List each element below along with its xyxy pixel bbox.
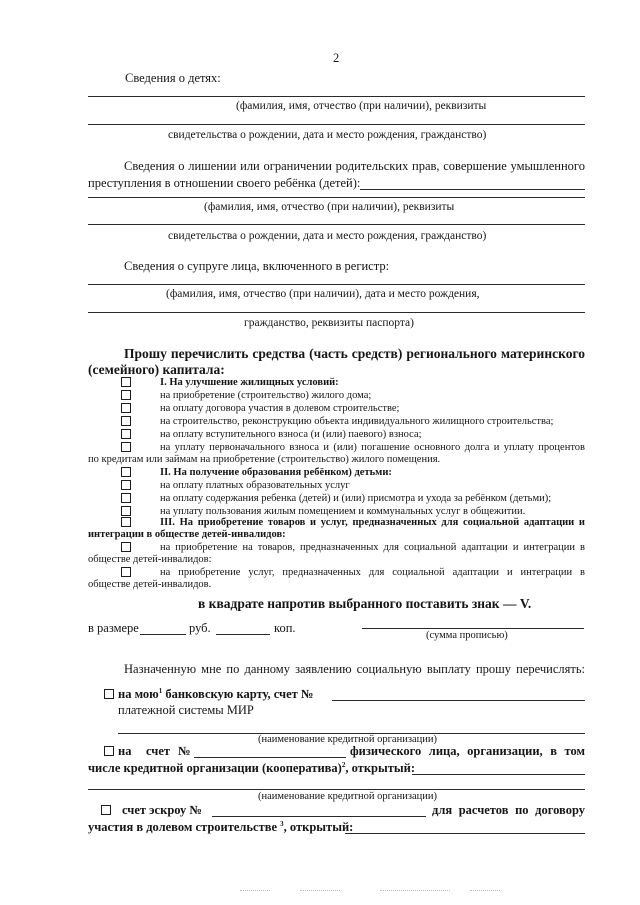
- checkbox-house-purchase[interactable]: [121, 390, 131, 400]
- checkbox-individual-construction[interactable]: [121, 416, 131, 426]
- option-childcare: на оплату содержания ребенка (детей) и (или) присмотра и ухода за ребёнком (детьми);: [160, 493, 552, 504]
- account-caption: (наименование кредитной организации): [258, 791, 437, 802]
- option-services-2: обществе детей-инвалидов.: [88, 579, 212, 590]
- escrow-account-field[interactable]: [212, 816, 426, 817]
- amount-rub-label: руб.: [189, 621, 211, 635]
- bank-card-caption: (наименование кредитной организации): [258, 734, 437, 745]
- option-services-1: на приобретение услуг, предназначенных для социальной адаптации и интеграции в: [160, 567, 585, 578]
- option-paid-education: на оплату платных образовательных услуг: [160, 480, 350, 491]
- account-word-na: на: [118, 744, 132, 758]
- checkbox-loan-repayment[interactable]: [121, 442, 131, 452]
- spouse-input-line[interactable]: [88, 284, 585, 285]
- amount-kop-label: коп.: [274, 621, 296, 635]
- amount-rub-field[interactable]: [140, 634, 186, 635]
- spouse-label: Сведения о супруге лица, включенного в регистр:: [124, 259, 390, 273]
- instruction: в квадрате напротив выбранного поставить знак — V.: [198, 596, 532, 611]
- spouse-caption-2: гражданство, реквизиты паспорта): [244, 317, 414, 329]
- amount-words-field[interactable]: [362, 628, 584, 629]
- checkbox-services[interactable]: [121, 567, 131, 577]
- checkbox-paid-education[interactable]: [121, 480, 131, 490]
- escrow-opened-field[interactable]: [345, 833, 585, 834]
- checkbox-account[interactable]: [104, 746, 114, 756]
- option-goods-2: обществе детей-инвалидов:: [88, 554, 212, 565]
- option-house-purchase: на приобретение (строительство) жилого дома;: [160, 390, 372, 401]
- checkbox-goods-services[interactable]: [121, 517, 131, 527]
- spouse-caption-1: (фамилия, имя, отчество (при наличии), дата и место рождения,: [166, 288, 480, 300]
- deprivation-line-1: Сведения о лишении или ограничении родительских прав, совершение умышленного: [124, 159, 585, 173]
- spouse-input-line-2[interactable]: [88, 312, 585, 313]
- escrow-description: для расчетов по договору: [432, 803, 585, 817]
- escrow-label: счет эскроу №: [122, 803, 202, 817]
- children-input-line[interactable]: [88, 96, 585, 97]
- bank-card-account-field[interactable]: [332, 700, 585, 701]
- deprivation-caption-1: (фамилия, имя, отчество (при наличии), реквизиты: [204, 201, 455, 213]
- deprivation-input-line-3[interactable]: [88, 224, 585, 225]
- bank-card-system: платежной системы МИР: [118, 703, 254, 717]
- option-individual-construction: на строительство, реконструкцию объекта индивидуального жилищного строительства;: [160, 416, 554, 427]
- scan-artifact: [470, 890, 500, 891]
- checkbox-bank-card[interactable]: [104, 689, 114, 699]
- page-number: 2: [333, 51, 340, 65]
- checkbox-dormitory[interactable]: [121, 506, 131, 516]
- option-dormitory: на уплату пользования жилым помещением и коммунальных услуг в общежитии.: [160, 506, 526, 517]
- scan-artifact: [380, 890, 450, 891]
- deprivation-input-line[interactable]: [360, 189, 585, 190]
- goods-title-2: интеграции в обществе детей-инвалидов:: [88, 529, 286, 540]
- payout-text: Назначенную мне по данному заявлению социальную выплату прошу перечислять:: [124, 662, 585, 676]
- deprivation-input-line-2[interactable]: [88, 197, 585, 198]
- option-loan-repayment-1: на уплату первоначального взноса и (или) погашение основного долга и уплату процентов: [160, 442, 585, 453]
- deprivation-caption-2: свидетельства о рождении, дата и место рождения, гражданство): [168, 230, 487, 242]
- account-number-sign: №: [178, 744, 191, 758]
- checkbox-childcare[interactable]: [121, 493, 131, 503]
- option-shared-construction: на оплату договора участия в долевом строительстве;: [160, 403, 400, 414]
- amount-kop-field[interactable]: [216, 634, 270, 635]
- request-heading-2: (семейного) капитала:: [88, 362, 225, 377]
- account-bank-name-field[interactable]: [88, 789, 585, 790]
- account-description: физического лица, организации, в том: [350, 744, 585, 758]
- scan-artifact: [240, 890, 270, 891]
- option-loan-repayment-2: по кредитам или займам на приобретение (строительство) жилого помещения.: [88, 454, 441, 465]
- children-caption-1: (фамилия, имя, отчество (при наличии), реквизиты: [236, 100, 487, 112]
- checkbox-entry-fee[interactable]: [121, 429, 131, 439]
- amount-prefix: в размере: [88, 621, 139, 635]
- housing-title: I. На улучшение жилищных условий:: [160, 377, 339, 388]
- deprivation-line-2: преступления в отношении своего ребёнка (детей):: [88, 176, 361, 190]
- children-label: Сведения о детях:: [125, 71, 221, 85]
- scan-artifact: [300, 890, 340, 891]
- children-input-line-2[interactable]: [88, 124, 585, 125]
- goods-title-1: III. На приобретение товаров и услуг, предназначенных для социальной адаптации и: [160, 517, 585, 528]
- education-title: II. На получение образования ребёнком) детьми:: [160, 467, 392, 478]
- amount-words-caption: (сумма прописью): [426, 630, 508, 641]
- request-heading-1: Прошу перечислить средства (часть средств) регионального материнского: [124, 346, 585, 361]
- children-caption-2: свидетельства о рождении, дата и место рождения, гражданство): [168, 129, 487, 141]
- account-line-2: числе кредитной организации (кооператива)$^2$, открытый:: [88, 761, 415, 775]
- checkbox-goods[interactable]: [121, 542, 131, 552]
- checkbox-housing[interactable]: [121, 377, 131, 387]
- checkbox-escrow[interactable]: [101, 805, 111, 815]
- account-word-schet: счет: [146, 744, 171, 758]
- account-opened-field[interactable]: [412, 774, 585, 775]
- option-goods-1: на приобретение на товаров, предназначенных для социальной адаптации и интеграции в: [160, 542, 585, 553]
- bank-card-label: на мою$^1$ банковскую карту, счет №: [118, 687, 314, 701]
- checkbox-education[interactable]: [121, 467, 131, 477]
- checkbox-shared-construction[interactable]: [121, 403, 131, 413]
- escrow-line-2: участия в долевом строительстве $^3$, открытый:: [88, 820, 354, 834]
- account-number-field[interactable]: [194, 757, 346, 758]
- option-entry-fee: на оплату вступительного взноса (и (или) паевого) взноса;: [160, 429, 422, 440]
